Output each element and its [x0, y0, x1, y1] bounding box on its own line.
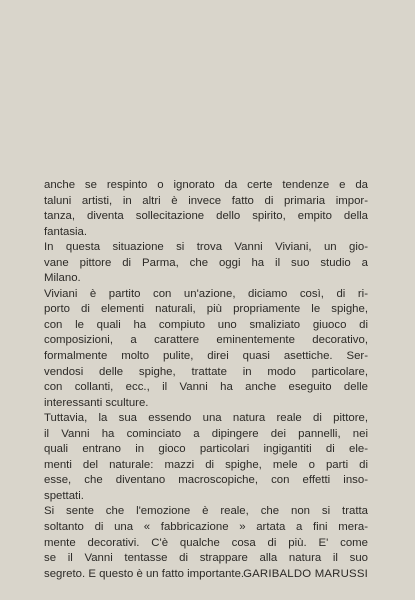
text-line: soltanto di una « fabbricazione » artata a fini mera-	[44, 521, 368, 534]
text-line: spettati.	[44, 489, 84, 502]
text-line: quali entrano in gioco particolari ingigantiti di ele-	[44, 443, 368, 456]
text-line: Viviani è partito con un'azione, diciamo così, di ri-	[44, 287, 368, 300]
text-line: mente decorativi. C'è qualche cosa di più. E' come	[44, 536, 368, 549]
text-line: anche se respinto o ignorato da certe tendenze e da	[44, 179, 368, 191]
text-line: Tuttavia, la sua essendo una natura reale di pittore,	[44, 412, 368, 425]
text-line: con collanti, ecc., il Vanni ha anche eseguito delle	[44, 381, 368, 394]
text-line: formalmente molto pulite, direi quasi asettiche. Ser-	[44, 350, 368, 363]
text-line: In questa situazione si trova Vanni Viviani, un gio-	[44, 241, 368, 254]
text-line: Milano.	[44, 272, 81, 285]
text-line: fantasia.	[44, 225, 88, 238]
text-line: il Vanni ha cominciato a dipingere dei pannelli, nei	[44, 427, 368, 440]
author-signature: GARIBALDO MARUSSI	[243, 568, 368, 580]
body-text	[44, 178, 368, 582]
text-line: esse, che diventano macroscopiche, con effetti inso-	[44, 474, 368, 487]
text-line: Si sente che l'emozione è reale, che non si tratta	[44, 505, 368, 518]
text-line: vendosi delle spighe, trattate in modo particolare,	[44, 365, 368, 378]
text-line: vane pittore di Parma, che oggi ha il suo studio a	[44, 256, 368, 269]
text-line: segreto. E questo è un fatto importante.	[44, 567, 245, 580]
text-line: composizioni, a carattere eminentemente decorativo,	[44, 334, 368, 347]
text-line: porto di elementi naturali, più propriamente le spighe,	[44, 303, 368, 316]
text-line: se il Vanni tentasse di strappare alla natura il suo	[44, 552, 368, 565]
text-line: con le quali ha compiuto uno smaliziato giuoco di	[44, 318, 368, 331]
text-line: menti del naturale: mazzi di spighe, mele o parti di	[44, 458, 368, 471]
text-line: interessanti sculture.	[44, 396, 149, 409]
text-line: taluni artisti, in altri è invece fatto di primaria impor-	[44, 194, 368, 207]
text-line: tanza, diventa sollecitazione dello spirito, empito della	[44, 210, 368, 223]
